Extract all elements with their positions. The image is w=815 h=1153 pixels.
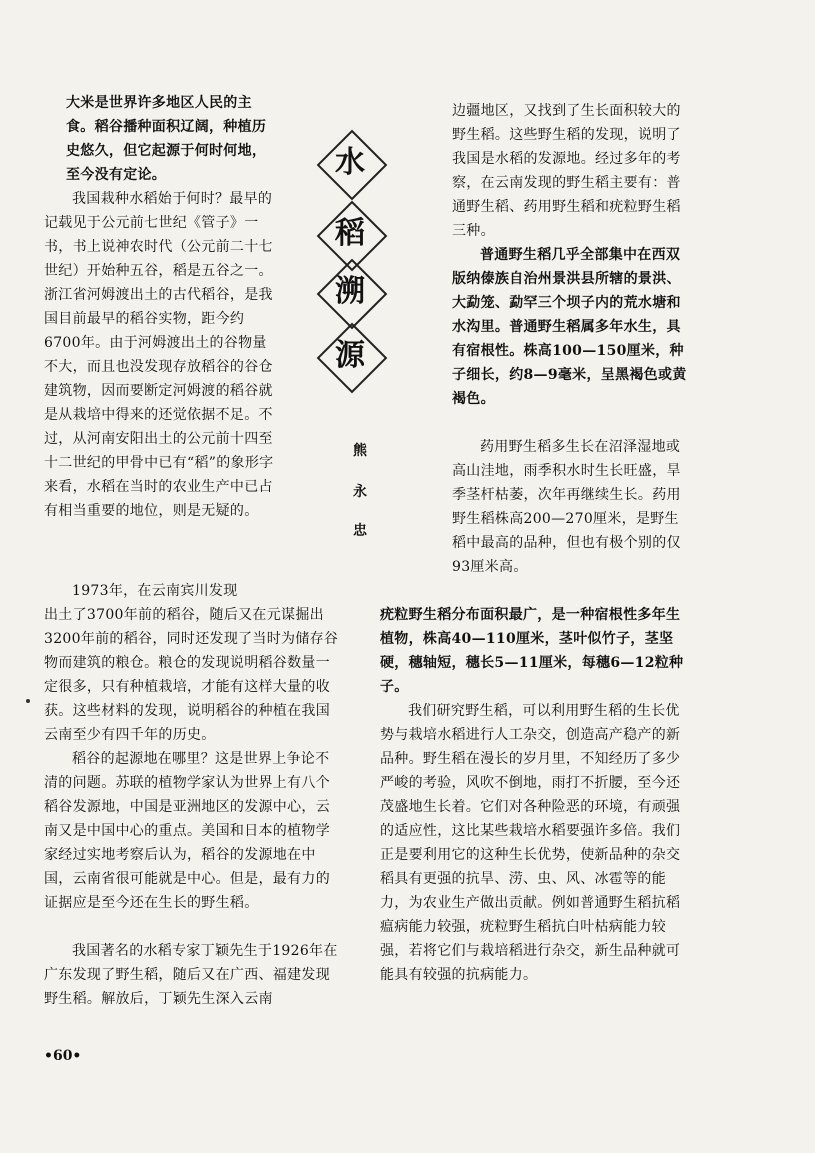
title-char-3: 溯 bbox=[335, 274, 365, 309]
paragraph-frontier: 边疆地区，又找到了生长面积较大的野生稻。这些野生稻的发现，说明了我国是水稻的发源地。经过多年的考察，在云南发现的野生稻主要有：普通野生稻、药用野生稻和疣粒野生稻三种。 bbox=[452, 103, 681, 239]
paragraph-dingying: 我国著名的水稻专家丁颖先生于1926年在广东发现了野生稻，随后又在广西、福建发现野生稻。解放后，丁颖先生深入云南 bbox=[44, 943, 338, 1007]
paragraph-yunnan-finds: 出土了3700年前的稻谷，随后又在元谋掘出3200年前的稻谷，同时还发现了当时为储存谷物而建筑的粮仓。粮仓的发现说明稻谷数量一定很多，只有种植栽培，才能有这样大量的收获。这些材料的发现，说明稻谷的种植在我国云南至少有四千年的历史。 bbox=[44, 607, 339, 743]
paragraph-granulated-wild-rice: 疣粒野生稻分布面积最广，是一种宿根性多年生植物，株高40—110厘米，茎叶似竹子，茎坚硬，穗轴短，穗长5—11厘米，每穗6—12粒种子。 bbox=[380, 607, 684, 695]
author-char-1: 熊 bbox=[353, 443, 367, 459]
paragraph-medicinal-wild-rice: 药用野生稻多生长在沼泽湿地或高山洼地，雨季积水时生长旺盛，旱季茎杆枯萎，次年再继续生长。药用野生稻株高200—270厘米，是野生稻中最高的品种，但也有极个别的仅93厘米高。 bbox=[452, 439, 681, 575]
paragraph-1973-lead: 1973年，在云南宾川发现 bbox=[72, 583, 238, 599]
paragraph-origin-debate: 稻谷的起源地在哪里？这是世界上争论不清的问题。苏联的植物学家认为世界上有八个稻谷发源地，中国是亚洲地区的发源中心，云南又是中国中心的重点。美国和日本的植物学家经过实地考察后认为，稻谷的发源地在中国，云南省很可能就是中心。但是，最有力的证据应是至今还在生长的野生稻。 bbox=[44, 751, 330, 911]
author-char-3: 忠 bbox=[353, 523, 367, 539]
paragraph-research: 我们研究野生稻，可以利用野生稻的生长优势与栽培水稻进行人工杂交，创造高产稳产的新品种。野生稻在漫长的岁月里，不知经历了多少严峻的考验，风吹不倒地，雨打不折腰，至今还茂盛地生长着。它们对各种险恶的环境，有顽强的适应性，这比某些栽培水稻要强许多倍。我们正是要利用它的这种生长优势，使新品种的杂交稻具有更强的抗旱、涝、虫、风、冰雹等的能力，为农业生产做出贡献。例如普通野生稻抗稻瘟病能力较强，疣粒野生稻抗白叶枯病能力较强，若将它们与栽培稻进行杂交，新生品种就可能具有较强的抗病能力。 bbox=[380, 703, 681, 983]
paragraph-intro: 大米是世界许多地区人民的主食。稻谷播种面积辽阔，种植历史悠久，但它起源于何时何地，至今没有定论。 bbox=[66, 95, 267, 183]
print-speck bbox=[26, 699, 30, 703]
paragraph-common-wild-rice: 普通野生稻几乎全部集中在西双版纳傣族自治州景洪县所辖的景洪、大勐笼、勐罕三个坝子内的荒水塘和水沟里。普通野生稻属多年水生，具有宿根性。株高100—150厘米，种子细长，约8—9毫米，呈黑褐色或黄褐色。 bbox=[452, 247, 687, 407]
paragraph-history: 我国栽种水稻始于何时？最早的记载见于公元前七世纪《管子》一书，书上说神农时代（公元前二十七世纪）开始种五谷，稻是五谷之一。浙江省河姆渡出土的古代稻谷，是我国目前最早的稻谷实物，距今约6700年。由于河姆渡出土的谷物量不大，而且也没发现存放稻谷的谷仓建筑物，因而要断定河姆渡的稻谷就是从栽培中得来的还觉依据不足。不过，从河南安阳出土的公元前十四至十二世纪的甲骨中已有“稻”的象形字来看，水稻在当时的农业生产中已占有相当重要的地位，则是无疑的。 bbox=[44, 191, 274, 519]
page-number: •60• bbox=[44, 1048, 82, 1064]
title-char-1: 水 bbox=[335, 145, 365, 180]
title-char-4: 源 bbox=[335, 338, 365, 373]
title-char-2: 稻 bbox=[335, 216, 365, 251]
author-char-2: 永 bbox=[353, 484, 367, 500]
